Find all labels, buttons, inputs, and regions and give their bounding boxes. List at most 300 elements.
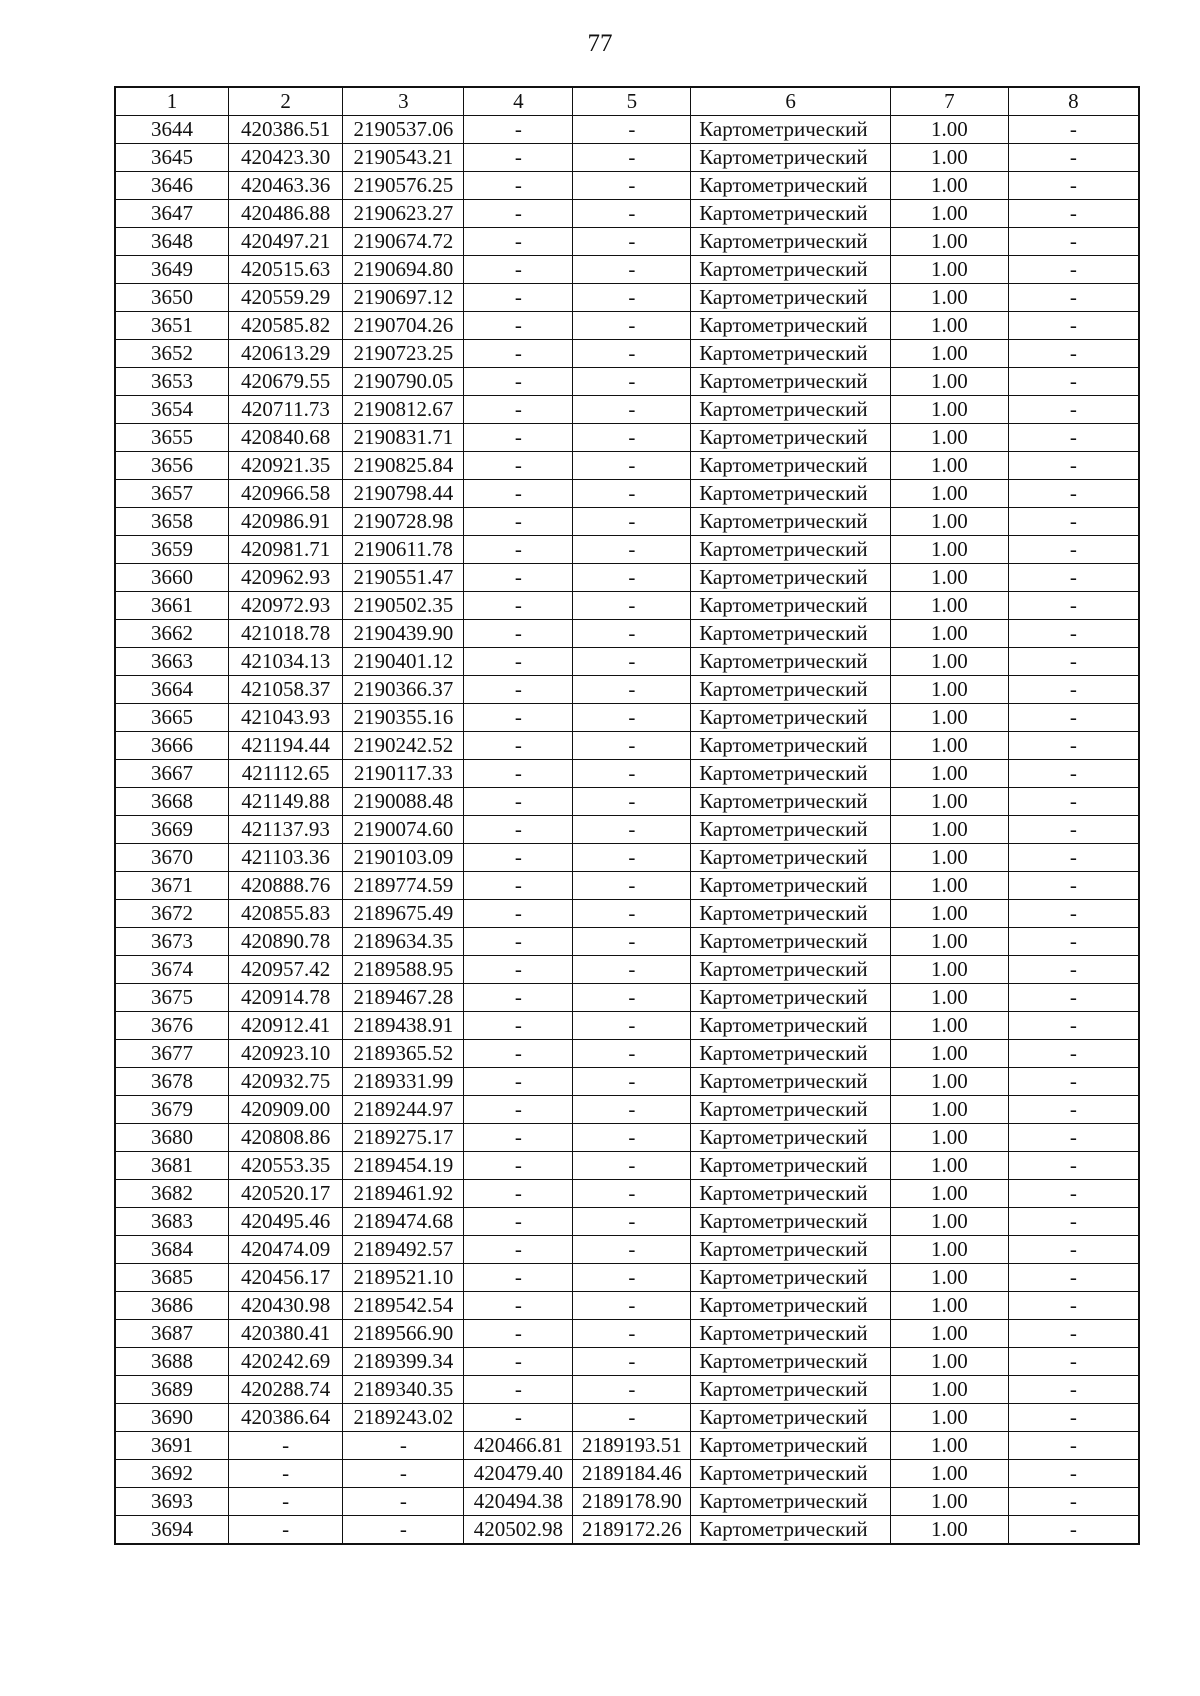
x-coordinate-cell: 421034.13	[228, 648, 342, 676]
note-cell: -	[1008, 172, 1139, 200]
table-row	[115, 984, 1139, 1012]
y-coordinate-cell: 2190074.60	[343, 816, 464, 844]
x-coordinate-alt-cell: -	[464, 592, 573, 620]
x-coordinate-alt-cell: -	[464, 452, 573, 480]
note-cell: -	[1008, 956, 1139, 984]
accuracy-cell: 1.00	[891, 564, 1009, 592]
note-cell: -	[1008, 620, 1139, 648]
y-coordinate-alt-cell: 2189178.90	[573, 1488, 691, 1516]
point-number-cell: 3674	[115, 956, 228, 984]
accuracy-cell: 1.00	[891, 368, 1009, 396]
x-coordinate-alt-cell: -	[464, 1264, 573, 1292]
y-coordinate-alt-cell: -	[573, 256, 691, 284]
accuracy-cell: 1.00	[891, 1180, 1009, 1208]
point-number-cell: 3670	[115, 844, 228, 872]
y-coordinate-cell: 2189521.10	[343, 1264, 464, 1292]
point-number-cell: 3680	[115, 1124, 228, 1152]
method-cell: Картометрический	[691, 480, 891, 508]
y-coordinate-cell: 2190831.71	[343, 424, 464, 452]
point-number-cell: 3658	[115, 508, 228, 536]
x-coordinate-alt-cell: -	[464, 816, 573, 844]
x-coordinate-cell: 420957.42	[228, 956, 342, 984]
method-cell: Картометрический	[691, 508, 891, 536]
note-cell: -	[1008, 228, 1139, 256]
accuracy-cell: 1.00	[891, 1376, 1009, 1404]
x-coordinate-alt-cell: -	[464, 564, 573, 592]
y-coordinate-alt-cell: -	[573, 1012, 691, 1040]
table-row	[115, 424, 1139, 452]
y-coordinate-alt-cell: -	[573, 116, 691, 144]
point-number-cell: 3645	[115, 144, 228, 172]
table-header	[115, 87, 1139, 116]
y-coordinate-cell: 2190576.25	[343, 172, 464, 200]
x-coordinate-cell: 420855.83	[228, 900, 342, 928]
accuracy-cell: 1.00	[891, 788, 1009, 816]
accuracy-cell: 1.00	[891, 704, 1009, 732]
accuracy-cell: 1.00	[891, 900, 1009, 928]
y-coordinate-cell: 2190537.06	[343, 116, 464, 144]
y-coordinate-cell: 2189542.54	[343, 1292, 464, 1320]
x-coordinate-cell: 420386.51	[228, 116, 342, 144]
x-coordinate-cell: 420711.73	[228, 396, 342, 424]
y-coordinate-alt-cell: -	[573, 368, 691, 396]
note-cell: -	[1008, 1348, 1139, 1376]
y-coordinate-alt-cell: -	[573, 1348, 691, 1376]
y-coordinate-alt-cell: -	[573, 844, 691, 872]
table-row	[115, 1068, 1139, 1096]
x-coordinate-cell: -	[228, 1460, 342, 1488]
y-coordinate-alt-cell: -	[573, 676, 691, 704]
y-coordinate-cell: 2189365.52	[343, 1040, 464, 1068]
note-cell: -	[1008, 284, 1139, 312]
x-coordinate-cell: 420932.75	[228, 1068, 342, 1096]
x-coordinate-alt-cell: -	[464, 340, 573, 368]
y-coordinate-alt-cell: -	[573, 648, 691, 676]
table-row	[115, 1292, 1139, 1320]
method-cell: Картометрический	[691, 1124, 891, 1152]
method-cell: Картометрический	[691, 620, 891, 648]
x-coordinate-cell: 420912.41	[228, 1012, 342, 1040]
note-cell: -	[1008, 1012, 1139, 1040]
accuracy-cell: 1.00	[891, 1152, 1009, 1180]
y-coordinate-cell: 2190694.80	[343, 256, 464, 284]
point-number-cell: 3681	[115, 1152, 228, 1180]
y-coordinate-alt-cell: -	[573, 1376, 691, 1404]
table-row	[115, 396, 1139, 424]
y-coordinate-cell: 2189399.34	[343, 1348, 464, 1376]
x-coordinate-alt-cell: -	[464, 1068, 573, 1096]
method-cell: Картометрический	[691, 1376, 891, 1404]
table-row	[115, 536, 1139, 564]
table-row	[115, 480, 1139, 508]
y-coordinate-cell: 2190088.48	[343, 788, 464, 816]
y-coordinate-cell: 2189454.19	[343, 1152, 464, 1180]
point-number-cell: 3653	[115, 368, 228, 396]
x-coordinate-alt-cell: -	[464, 956, 573, 984]
table-row	[115, 452, 1139, 480]
note-cell: -	[1008, 1264, 1139, 1292]
y-coordinate-alt-cell: -	[573, 928, 691, 956]
y-coordinate-cell: 2190366.37	[343, 676, 464, 704]
x-coordinate-cell: 420585.82	[228, 312, 342, 340]
point-number-cell: 3692	[115, 1460, 228, 1488]
y-coordinate-alt-cell: -	[573, 1292, 691, 1320]
method-cell: Картометрический	[691, 872, 891, 900]
y-coordinate-cell: 2190103.09	[343, 844, 464, 872]
method-cell: Картометрический	[691, 564, 891, 592]
x-coordinate-alt-cell: -	[464, 172, 573, 200]
method-cell: Картометрический	[691, 1460, 891, 1488]
method-cell: Картометрический	[691, 284, 891, 312]
point-number-cell: 3649	[115, 256, 228, 284]
point-number-cell: 3668	[115, 788, 228, 816]
y-coordinate-alt-cell: 2189184.46	[573, 1460, 691, 1488]
header-cell: 7	[891, 87, 1009, 116]
accuracy-cell: 1.00	[891, 1040, 1009, 1068]
x-coordinate-alt-cell: -	[464, 424, 573, 452]
y-coordinate-alt-cell: -	[573, 396, 691, 424]
accuracy-cell: 1.00	[891, 1516, 1009, 1545]
x-coordinate-cell: 420456.17	[228, 1264, 342, 1292]
method-cell: Картометрический	[691, 956, 891, 984]
x-coordinate-cell: 420495.46	[228, 1208, 342, 1236]
y-coordinate-alt-cell: -	[573, 1264, 691, 1292]
x-coordinate-alt-cell: 420479.40	[464, 1460, 573, 1488]
point-number-cell: 3694	[115, 1516, 228, 1545]
table-row	[115, 1460, 1139, 1488]
point-number-cell: 3671	[115, 872, 228, 900]
point-number-cell: 3662	[115, 620, 228, 648]
note-cell: -	[1008, 1068, 1139, 1096]
y-coordinate-cell: 2190825.84	[343, 452, 464, 480]
point-number-cell: 3690	[115, 1404, 228, 1432]
header-cell: 5	[573, 87, 691, 116]
x-coordinate-cell: 420890.78	[228, 928, 342, 956]
table-row	[115, 1320, 1139, 1348]
y-coordinate-cell: 2190623.27	[343, 200, 464, 228]
y-coordinate-alt-cell: -	[573, 620, 691, 648]
table-row	[115, 340, 1139, 368]
method-cell: Картометрический	[691, 1488, 891, 1516]
x-coordinate-alt-cell: -	[464, 620, 573, 648]
accuracy-cell: 1.00	[891, 1320, 1009, 1348]
x-coordinate-alt-cell: -	[464, 1376, 573, 1404]
point-number-cell: 3647	[115, 200, 228, 228]
note-cell: -	[1008, 1096, 1139, 1124]
table-row	[115, 116, 1139, 144]
y-coordinate-cell: 2190812.67	[343, 396, 464, 424]
method-cell: Картометрический	[691, 844, 891, 872]
x-coordinate-cell: 420559.29	[228, 284, 342, 312]
accuracy-cell: 1.00	[891, 872, 1009, 900]
y-coordinate-cell: 2190674.72	[343, 228, 464, 256]
table-row	[115, 256, 1139, 284]
y-coordinate-cell: -	[343, 1432, 464, 1460]
coordinates-table	[114, 86, 1140, 1545]
x-coordinate-cell: 421194.44	[228, 732, 342, 760]
y-coordinate-cell: 2189438.91	[343, 1012, 464, 1040]
table-row	[115, 1376, 1139, 1404]
y-coordinate-cell: 2190502.35	[343, 592, 464, 620]
point-number-cell: 3675	[115, 984, 228, 1012]
point-number-cell: 3661	[115, 592, 228, 620]
x-coordinate-cell: 420463.36	[228, 172, 342, 200]
x-coordinate-alt-cell: -	[464, 368, 573, 396]
accuracy-cell: 1.00	[891, 312, 1009, 340]
method-cell: Картометрический	[691, 256, 891, 284]
y-coordinate-alt-cell: -	[573, 1096, 691, 1124]
method-cell: Картометрический	[691, 1432, 891, 1460]
y-coordinate-cell: 2189275.17	[343, 1124, 464, 1152]
accuracy-cell: 1.00	[891, 284, 1009, 312]
x-coordinate-alt-cell: -	[464, 1040, 573, 1068]
table-row	[115, 228, 1139, 256]
note-cell: -	[1008, 1460, 1139, 1488]
accuracy-cell: 1.00	[891, 144, 1009, 172]
accuracy-cell: 1.00	[891, 1236, 1009, 1264]
y-coordinate-alt-cell: -	[573, 144, 691, 172]
note-cell: -	[1008, 116, 1139, 144]
y-coordinate-cell: 2189243.02	[343, 1404, 464, 1432]
accuracy-cell: 1.00	[891, 1348, 1009, 1376]
table-row	[115, 1264, 1139, 1292]
y-coordinate-cell: 2189774.59	[343, 872, 464, 900]
x-coordinate-cell: 420679.55	[228, 368, 342, 396]
point-number-cell: 3686	[115, 1292, 228, 1320]
table-row	[115, 1236, 1139, 1264]
table-row	[115, 928, 1139, 956]
x-coordinate-cell: -	[228, 1516, 342, 1545]
accuracy-cell: 1.00	[891, 928, 1009, 956]
accuracy-cell: 1.00	[891, 536, 1009, 564]
y-coordinate-cell: 2189244.97	[343, 1096, 464, 1124]
y-coordinate-alt-cell: -	[573, 592, 691, 620]
y-coordinate-alt-cell: -	[573, 1180, 691, 1208]
point-number-cell: 3656	[115, 452, 228, 480]
method-cell: Картометрический	[691, 396, 891, 424]
method-cell: Картометрический	[691, 704, 891, 732]
header-cell: 3	[343, 87, 464, 116]
point-number-cell: 3655	[115, 424, 228, 452]
accuracy-cell: 1.00	[891, 116, 1009, 144]
table-row	[115, 704, 1139, 732]
point-number-cell: 3683	[115, 1208, 228, 1236]
method-cell: Картометрический	[691, 676, 891, 704]
accuracy-cell: 1.00	[891, 1068, 1009, 1096]
note-cell: -	[1008, 536, 1139, 564]
x-coordinate-alt-cell: -	[464, 732, 573, 760]
header-cell: 4	[464, 87, 573, 116]
method-cell: Картометрический	[691, 928, 891, 956]
x-coordinate-cell: 421103.36	[228, 844, 342, 872]
table-row	[115, 760, 1139, 788]
x-coordinate-cell: 420840.68	[228, 424, 342, 452]
accuracy-cell: 1.00	[891, 956, 1009, 984]
y-coordinate-alt-cell: -	[573, 1040, 691, 1068]
point-number-cell: 3664	[115, 676, 228, 704]
y-coordinate-alt-cell: -	[573, 200, 691, 228]
x-coordinate-cell: 421058.37	[228, 676, 342, 704]
table-row	[115, 564, 1139, 592]
table-row	[115, 312, 1139, 340]
x-coordinate-alt-cell: -	[464, 396, 573, 424]
x-coordinate-alt-cell: -	[464, 1180, 573, 1208]
table-row	[115, 144, 1139, 172]
x-coordinate-alt-cell: -	[464, 508, 573, 536]
note-cell: -	[1008, 928, 1139, 956]
table-row	[115, 1432, 1139, 1460]
x-coordinate-cell: 420909.00	[228, 1096, 342, 1124]
x-coordinate-cell: 420497.21	[228, 228, 342, 256]
accuracy-cell: 1.00	[891, 228, 1009, 256]
point-number-cell: 3689	[115, 1376, 228, 1404]
y-coordinate-alt-cell: -	[573, 872, 691, 900]
page-number: 77	[587, 30, 613, 57]
accuracy-cell: 1.00	[891, 508, 1009, 536]
accuracy-cell: 1.00	[891, 620, 1009, 648]
x-coordinate-cell: 420474.09	[228, 1236, 342, 1264]
header-cell: 6	[691, 87, 891, 116]
point-number-cell: 3644	[115, 116, 228, 144]
x-coordinate-cell: 420986.91	[228, 508, 342, 536]
note-cell: -	[1008, 648, 1139, 676]
method-cell: Картометрический	[691, 1208, 891, 1236]
x-coordinate-alt-cell: -	[464, 1348, 573, 1376]
method-cell: Картометрический	[691, 1348, 891, 1376]
x-coordinate-cell: 420962.93	[228, 564, 342, 592]
method-cell: Картометрический	[691, 648, 891, 676]
note-cell: -	[1008, 1180, 1139, 1208]
y-coordinate-cell: 2189588.95	[343, 956, 464, 984]
method-cell: Картометрический	[691, 732, 891, 760]
x-coordinate-cell: -	[228, 1432, 342, 1460]
accuracy-cell: 1.00	[891, 676, 1009, 704]
point-number-cell: 3693	[115, 1488, 228, 1516]
y-coordinate-alt-cell: -	[573, 228, 691, 256]
y-coordinate-alt-cell: -	[573, 1404, 691, 1432]
point-number-cell: 3677	[115, 1040, 228, 1068]
x-coordinate-cell: 420380.41	[228, 1320, 342, 1348]
x-coordinate-cell: 420966.58	[228, 480, 342, 508]
x-coordinate-alt-cell: -	[464, 228, 573, 256]
note-cell: -	[1008, 1488, 1139, 1516]
point-number-cell: 3666	[115, 732, 228, 760]
y-coordinate-alt-cell: -	[573, 760, 691, 788]
y-coordinate-alt-cell: -	[573, 1208, 691, 1236]
header-cell: 2	[228, 87, 342, 116]
method-cell: Картометрический	[691, 984, 891, 1012]
note-cell: -	[1008, 1320, 1139, 1348]
y-coordinate-alt-cell: -	[573, 900, 691, 928]
accuracy-cell: 1.00	[891, 732, 1009, 760]
x-coordinate-alt-cell: -	[464, 788, 573, 816]
x-coordinate-alt-cell: -	[464, 984, 573, 1012]
x-coordinate-alt-cell: -	[464, 200, 573, 228]
x-coordinate-alt-cell: -	[464, 676, 573, 704]
note-cell: -	[1008, 508, 1139, 536]
x-coordinate-cell: 420386.64	[228, 1404, 342, 1432]
table-row	[115, 956, 1139, 984]
y-coordinate-alt-cell: -	[573, 1236, 691, 1264]
y-coordinate-alt-cell: -	[573, 284, 691, 312]
note-cell: -	[1008, 872, 1139, 900]
x-coordinate-cell: 420972.93	[228, 592, 342, 620]
method-cell: Картометрический	[691, 1320, 891, 1348]
method-cell: Картометрический	[691, 536, 891, 564]
y-coordinate-alt-cell: -	[573, 984, 691, 1012]
point-number-cell: 3669	[115, 816, 228, 844]
note-cell: -	[1008, 1152, 1139, 1180]
header-row	[115, 87, 1139, 116]
y-coordinate-cell: 2189492.57	[343, 1236, 464, 1264]
x-coordinate-cell: 420923.10	[228, 1040, 342, 1068]
method-cell: Картометрический	[691, 1180, 891, 1208]
note-cell: -	[1008, 1208, 1139, 1236]
y-coordinate-alt-cell: -	[573, 564, 691, 592]
y-coordinate-alt-cell: -	[573, 312, 691, 340]
method-cell: Картометрический	[691, 592, 891, 620]
table-row	[115, 1180, 1139, 1208]
note-cell: -	[1008, 704, 1139, 732]
table-row	[115, 1208, 1139, 1236]
point-number-cell: 3667	[115, 760, 228, 788]
y-coordinate-alt-cell: -	[573, 1152, 691, 1180]
note-cell: -	[1008, 200, 1139, 228]
y-coordinate-alt-cell: -	[573, 480, 691, 508]
table-row	[115, 1404, 1139, 1432]
point-number-cell: 3684	[115, 1236, 228, 1264]
point-number-cell: 3682	[115, 1180, 228, 1208]
y-coordinate-cell: 2189474.68	[343, 1208, 464, 1236]
y-coordinate-alt-cell: -	[573, 172, 691, 200]
x-coordinate-alt-cell: -	[464, 1012, 573, 1040]
table-row	[115, 368, 1139, 396]
x-coordinate-cell: 420242.69	[228, 1348, 342, 1376]
x-coordinate-cell: 421018.78	[228, 620, 342, 648]
x-coordinate-alt-cell: -	[464, 704, 573, 732]
note-cell: -	[1008, 1040, 1139, 1068]
point-number-cell: 3678	[115, 1068, 228, 1096]
x-coordinate-alt-cell: -	[464, 1292, 573, 1320]
x-coordinate-cell: 420288.74	[228, 1376, 342, 1404]
x-coordinate-alt-cell: -	[464, 144, 573, 172]
accuracy-cell: 1.00	[891, 592, 1009, 620]
table-row	[115, 788, 1139, 816]
x-coordinate-cell: 420553.35	[228, 1152, 342, 1180]
method-cell: Картометрический	[691, 340, 891, 368]
method-cell: Картометрический	[691, 1404, 891, 1432]
y-coordinate-alt-cell: -	[573, 424, 691, 452]
y-coordinate-cell: 2190401.12	[343, 648, 464, 676]
y-coordinate-alt-cell: -	[573, 816, 691, 844]
accuracy-cell: 1.00	[891, 760, 1009, 788]
x-coordinate-cell: 420808.86	[228, 1124, 342, 1152]
note-cell: -	[1008, 760, 1139, 788]
y-coordinate-cell: -	[343, 1488, 464, 1516]
y-coordinate-alt-cell: -	[573, 340, 691, 368]
note-cell: -	[1008, 480, 1139, 508]
y-coordinate-cell: 2189675.49	[343, 900, 464, 928]
method-cell: Картометрический	[691, 116, 891, 144]
table-row	[115, 592, 1139, 620]
method-cell: Картометрический	[691, 1096, 891, 1124]
table-row	[115, 1012, 1139, 1040]
table-row	[115, 1040, 1139, 1068]
y-coordinate-alt-cell: -	[573, 788, 691, 816]
x-coordinate-alt-cell: -	[464, 116, 573, 144]
point-number-cell: 3687	[115, 1320, 228, 1348]
note-cell: -	[1008, 452, 1139, 480]
